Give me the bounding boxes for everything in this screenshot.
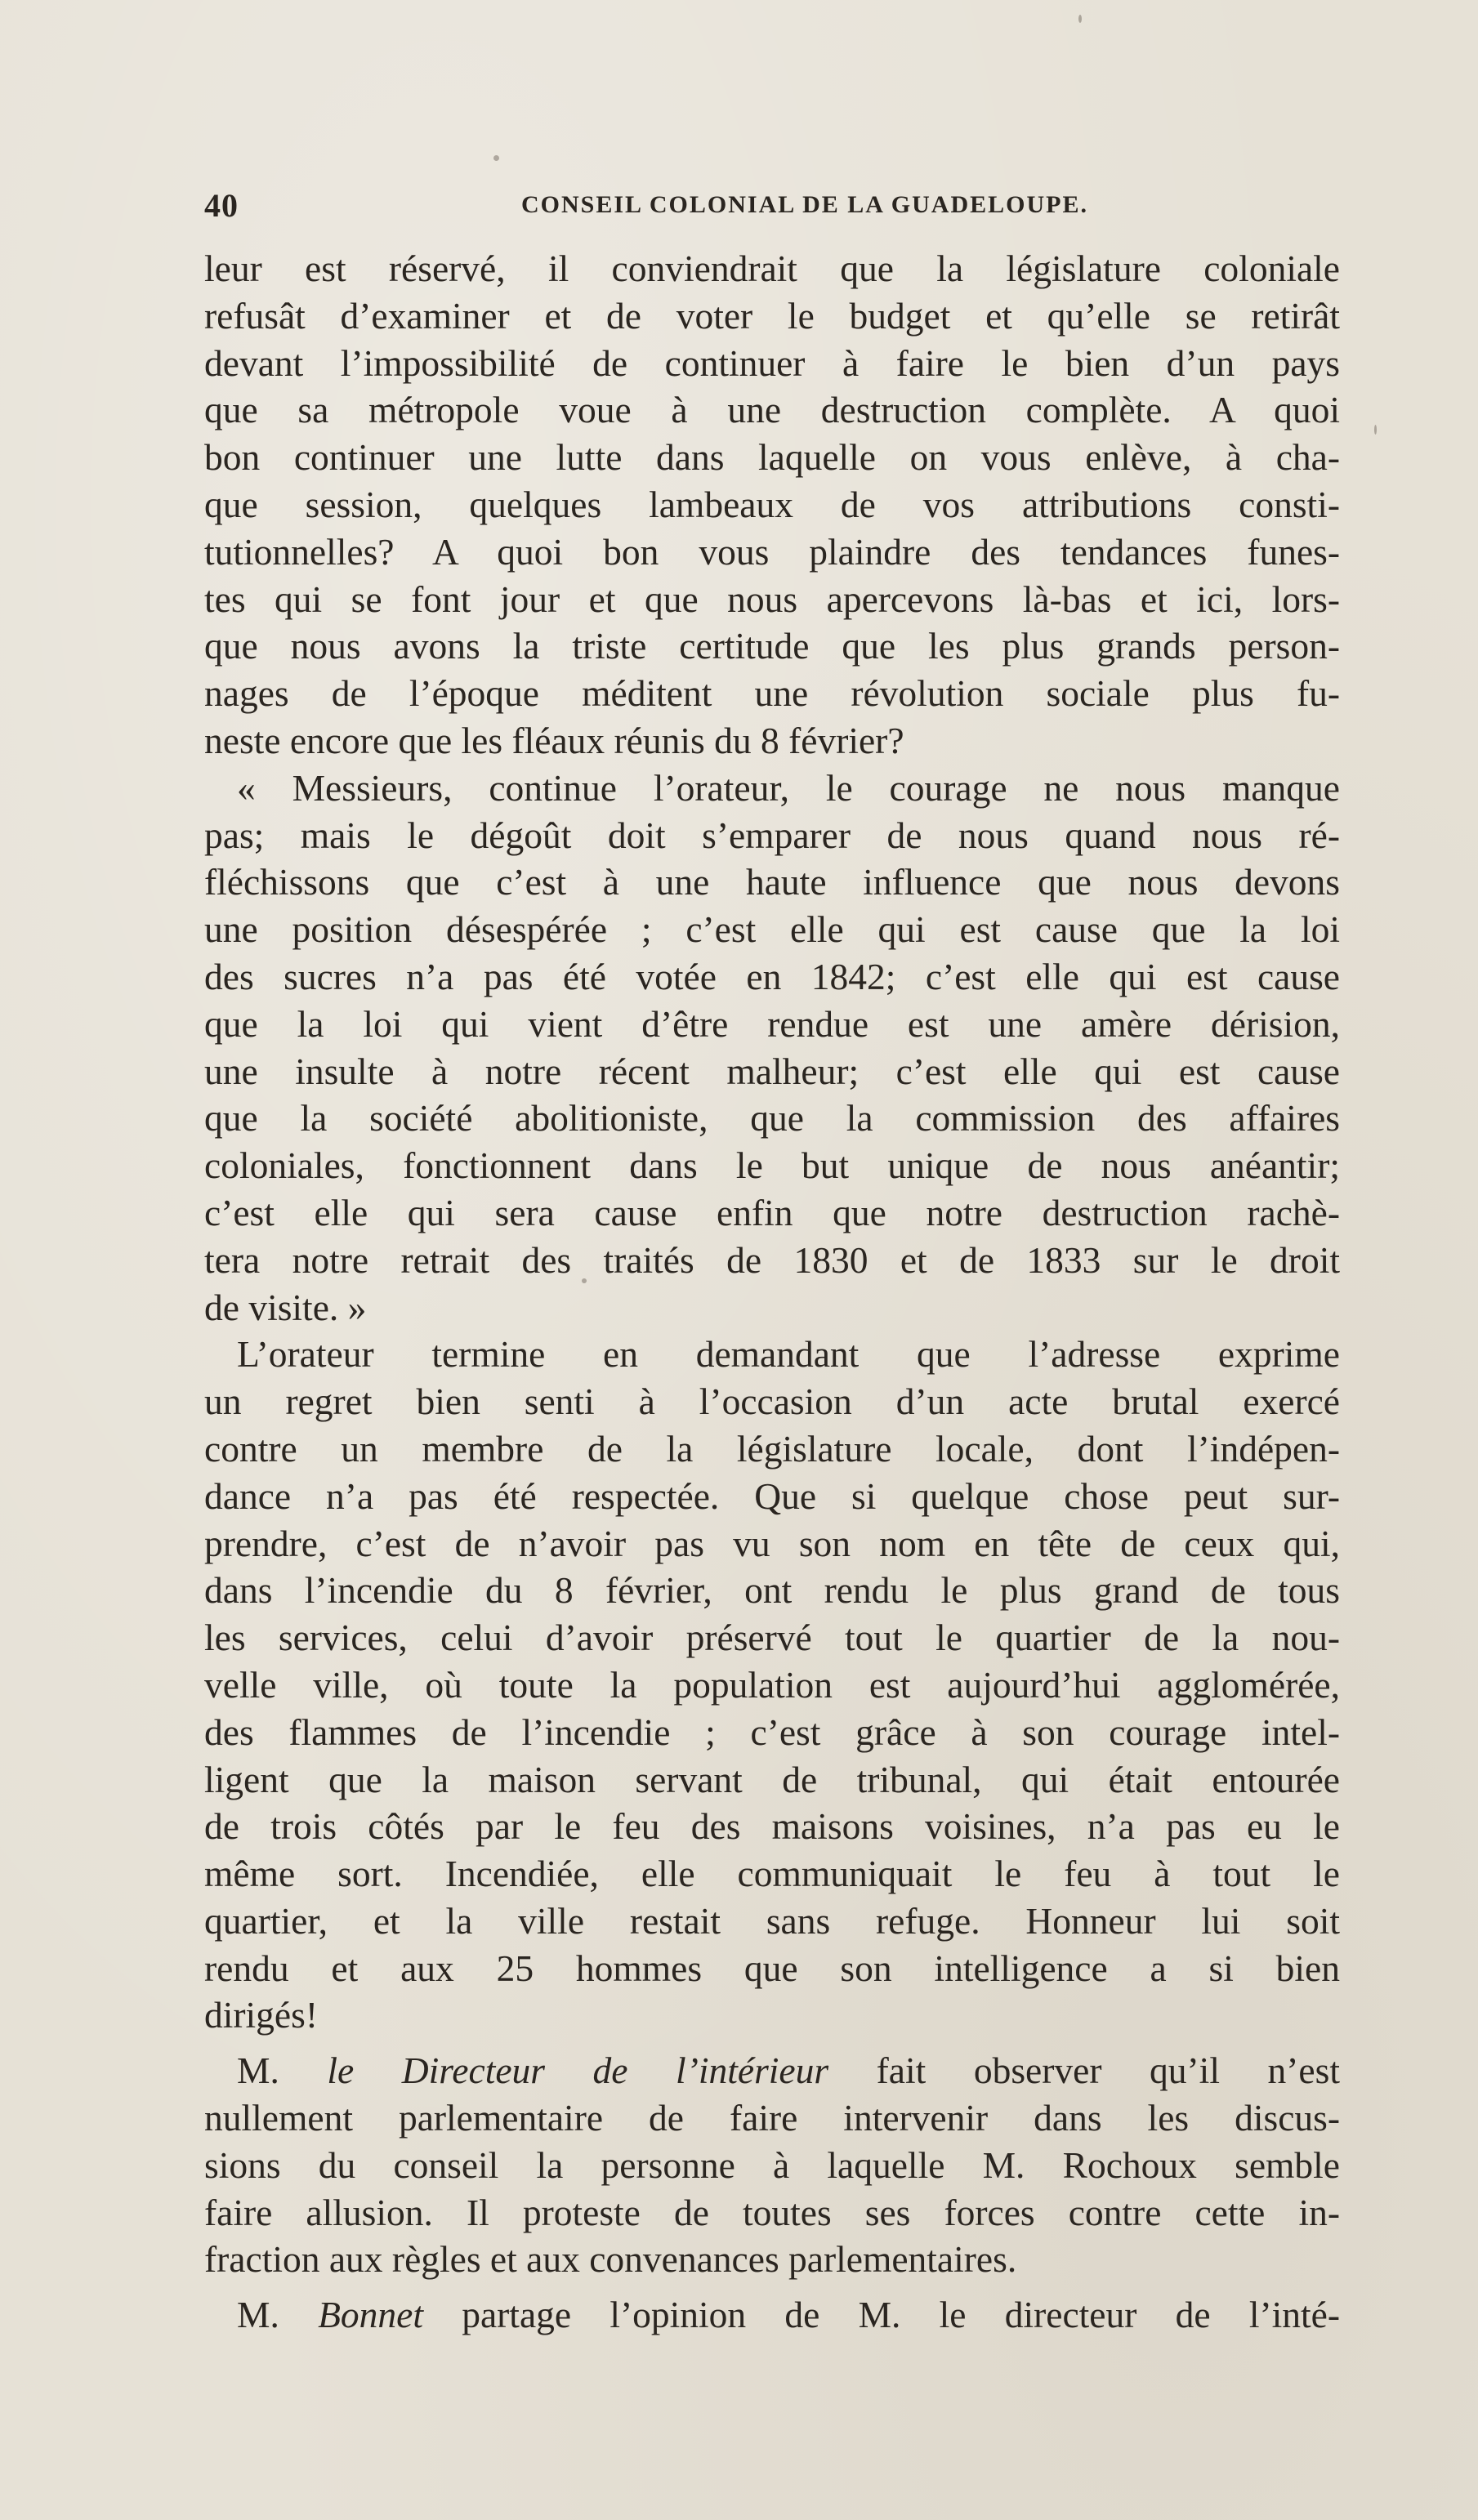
text-line: pas; mais le dégoût doit s’emparer de nous quand nous ré-	[204, 814, 1340, 856]
text-line: refusât d’examiner et de voter le budget et qu’elle se retirât	[204, 294, 1340, 337]
text-line: que la loi qui vient d’être rendue est une amère dérision,	[204, 1002, 1340, 1045]
text-line: un regret bien senti à l’occasion d’un acte brutal exercé	[204, 1380, 1340, 1423]
text-line: tera notre retrait des traités de 1830 et de 1833 sur le droit	[204, 1238, 1340, 1281]
text-line: une insulte à notre récent malheur; c’est elle qui est cause	[204, 1050, 1340, 1092]
paper-speck	[582, 1278, 587, 1283]
text-line: neste encore que les fléaux réunis du 8 février?	[204, 719, 904, 761]
text-line: c’est elle qui sera cause enfin que notre destruction rachè-	[204, 1191, 1340, 1233]
paper-speck	[1374, 425, 1377, 435]
text-line: que session, quelques lambeaux de vos attributions consti-	[204, 483, 1340, 525]
text-line: dance n’a pas été respectée. Que si quelque chose peut sur-	[204, 1474, 1340, 1517]
text-line: prendre, c’est de n’avoir pas vu son nom en tête de ceux qui,	[204, 1522, 1340, 1564]
text-line: leur est réservé, il conviendrait que la législature coloniale	[204, 248, 1340, 289]
text-line: des flammes de l’incendie ; c’est grâce à son courage intel-	[204, 1710, 1340, 1753]
speech-first-line	[204, 2047, 1340, 2094]
text-line: velle ville, où toute la population est aujourd’hui agglomérée,	[204, 1663, 1340, 1706]
text-line: dirigés!	[204, 1994, 318, 2036]
text-line: les services, celui d’avoir préservé tout le quartier de la nou-	[204, 1617, 1340, 1659]
text-line: nages de l’époque méditent une révolution sociale plus fu-	[204, 672, 1340, 715]
speech-text: partage l’opinion de M. le directeur de l’inté-	[422, 2294, 1340, 2336]
text-line: fléchissons que c’est à une haute influence que nous devons	[204, 861, 1340, 903]
text-line: de trois côtés par le feu des maisons voisines, n’a pas eu le	[204, 1805, 1340, 1848]
speech-text: fait observer qu’il n’est	[828, 2049, 1340, 2092]
text-line: rendu et aux 25 hommes que son intelligence a si bien	[204, 1947, 1340, 1989]
speaker-name: le Directeur de l’intérieur	[327, 2049, 829, 2092]
text-line: quartier, et la ville restait sans refuge. Honneur lui soit	[204, 1899, 1340, 1942]
running-title: CONSEIL COLONIAL DE LA GUADELOUPE.	[521, 191, 1088, 218]
text-line: faire allusion. Il proteste de toutes ses forces contre cette in-	[204, 2191, 1340, 2233]
text-line: L’orateur termine en demandant que l’adresse exprime	[237, 1333, 1340, 1376]
text-line: que nous avons la triste certitude que les plus grands person-	[204, 625, 1340, 667]
paper-speck	[493, 155, 499, 161]
page-number: 40	[204, 187, 239, 224]
paper-speck	[1078, 15, 1082, 23]
text-line: « Messieurs, continue l’orateur, le courage ne nous manque	[237, 766, 1340, 809]
text-line: bon continuer une lutte dans laquelle on vous enlève, à cha-	[204, 436, 1340, 479]
speech-prefix: M.	[237, 2294, 319, 2336]
text-line: ligent que la maison servant de tribunal, qui était entourée	[204, 1758, 1340, 1800]
speaker-name: Bonnet	[318, 2294, 423, 2336]
text-line: fraction aux règles et aux convenances parlementaires.	[204, 2238, 1017, 2281]
text-line: tes qui se font jour et que nous apercevons là-bas et ici, lors-	[204, 578, 1340, 620]
speech-prefix: M.	[237, 2049, 328, 2092]
book-page	[204, 186, 1340, 2473]
body-text	[204, 245, 1340, 2339]
speech-first-line	[204, 2291, 1340, 2339]
text-line: que la société abolitioniste, que la commission des affaires	[204, 1097, 1340, 1140]
text-line: dans l’incendie du 8 février, ont rendu le plus grand de tous	[204, 1569, 1340, 1612]
page-header	[204, 186, 1340, 237]
text-line: nullement parlementaire de faire intervenir dans les discus-	[204, 2097, 1340, 2139]
text-line: des sucres n’a pas été votée en 1842; c’est elle qui est cause	[204, 955, 1340, 997]
text-line: une position désespérée ; c’est elle qui est cause que la loi	[204, 908, 1340, 951]
text-line: coloniales, fonctionnent dans le but unique de nous anéantir;	[204, 1144, 1340, 1187]
text-line: de visite. »	[204, 1286, 367, 1328]
text-line: même sort. Incendiée, elle communiquait le feu à tout le	[204, 1853, 1340, 1895]
text-line: tutionnelles? A quoi bon vous plaindre des tendances funes-	[204, 530, 1340, 573]
text-line: contre un membre de la législature locale, dont l’indépen-	[204, 1427, 1340, 1470]
text-line: que sa métropole voue à une destruction complète. A quoi	[204, 389, 1340, 431]
text-line: sions du conseil la personne à laquelle M. Rochoux semble	[204, 2143, 1340, 2186]
text-line: devant l’impossibilité de continuer à faire le bien d’un pays	[204, 341, 1340, 384]
